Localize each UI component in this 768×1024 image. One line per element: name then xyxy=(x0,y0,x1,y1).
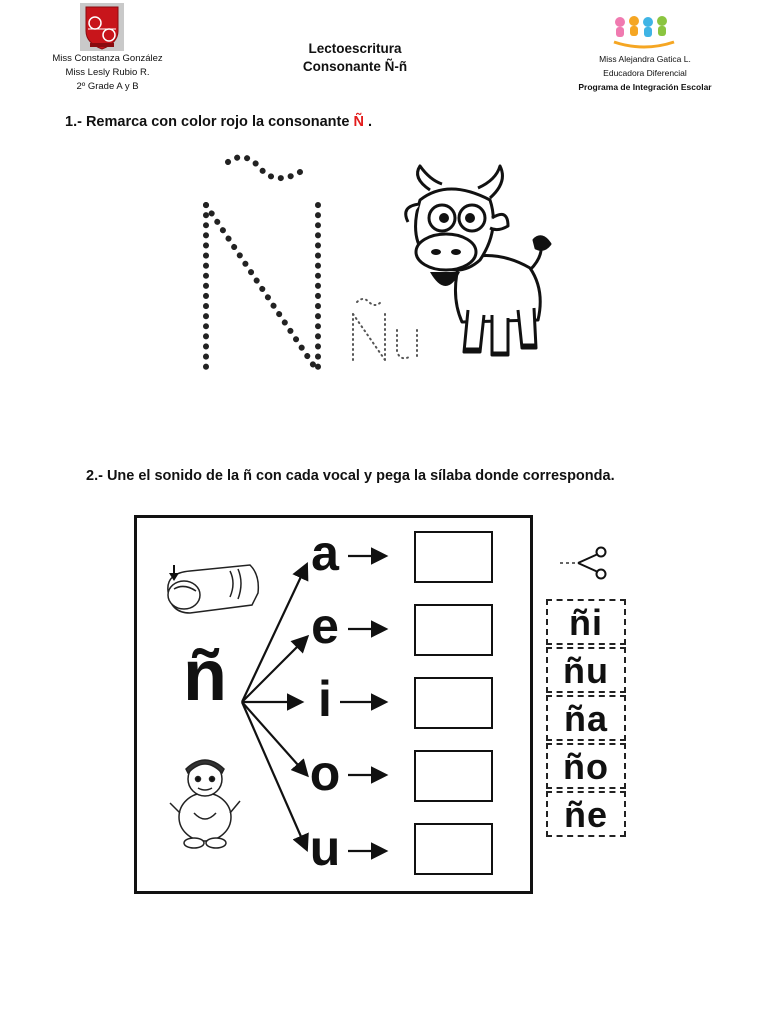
teacher-line-3: 2º Grade A y B xyxy=(76,81,139,92)
cartoon-person-icon xyxy=(168,755,243,850)
syllable-cutouts xyxy=(546,601,626,837)
syllable-card[interactable]: ñe xyxy=(546,791,626,837)
answer-box-u[interactable] xyxy=(414,823,493,875)
exercise-1-instruction xyxy=(65,114,372,130)
answer-box-i[interactable] xyxy=(414,677,493,729)
educator-line-2: Educadora Diferencial xyxy=(603,68,687,78)
instruction-1-suffix: . xyxy=(363,114,373,130)
educator-info xyxy=(565,52,725,94)
answer-box-e[interactable] xyxy=(414,604,493,656)
teacher-names xyxy=(30,52,185,94)
school-logo xyxy=(80,3,124,51)
gnu-icon xyxy=(400,160,555,370)
instruction-1-text: 1.- Remarca con color rojo la consonante xyxy=(65,114,354,130)
kids-logo-icon xyxy=(612,14,676,50)
teacher-line-1: Miss Constanza González xyxy=(52,53,163,64)
educator-line-1: Miss Alejandra Gatica L. xyxy=(599,54,691,64)
answer-box-o[interactable] xyxy=(414,750,493,802)
worksheet-title xyxy=(250,40,460,76)
instruction-1-letter: Ñ xyxy=(353,114,364,130)
scissors-icon xyxy=(558,546,608,580)
consonant-letter: ñ xyxy=(183,636,227,716)
syllable-card[interactable]: ñi xyxy=(546,599,626,645)
vowel-a: a xyxy=(311,525,339,581)
exercise-2-instruction: 2.- Une el sonido de la ñ con cada vocal y pega la sílaba donde corresponda. xyxy=(86,468,615,484)
vowel-e: e xyxy=(311,598,339,654)
educator-line-3: Programa de Integración Escolar xyxy=(578,82,712,92)
vowel-u: u xyxy=(309,820,341,876)
teacher-line-2: Miss Lesly Rubio R. xyxy=(65,67,150,78)
answer-box-a[interactable] xyxy=(414,531,493,583)
syllable-card[interactable]: ño xyxy=(546,743,626,789)
dotted-big-letter[interactable] xyxy=(190,150,340,380)
vowel-i: i xyxy=(318,671,332,727)
vowel-o: o xyxy=(309,745,341,801)
syllable-card[interactable]: ña xyxy=(546,695,626,741)
subtitle-line: Consonante Ñ-ñ xyxy=(302,59,408,74)
title-line: Lectoescritura xyxy=(308,41,402,56)
syllable-card[interactable]: ñu xyxy=(546,647,626,693)
